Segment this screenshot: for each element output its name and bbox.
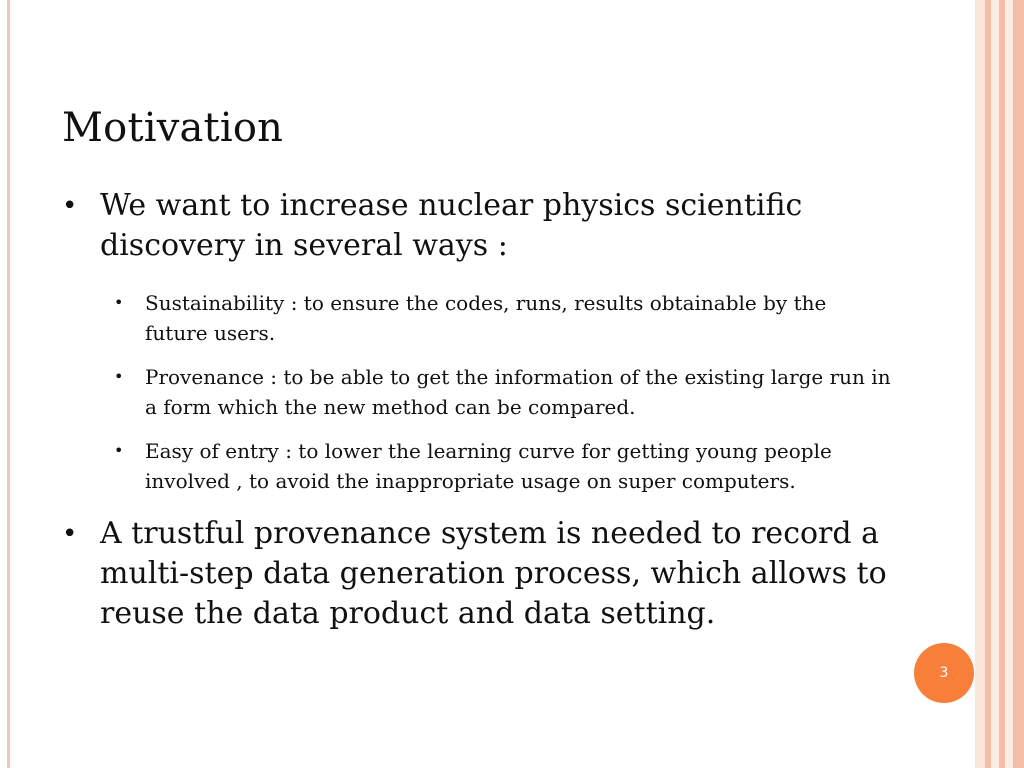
bullet-item — [62, 514, 892, 634]
bullet-text: A trustful provenance system is needed to record a multi-step data generation process, which allows to reuse the data product and data setting. — [100, 516, 887, 631]
sub-bullet-item — [62, 362, 892, 422]
right-stripe-decoration — [1013, 0, 1024, 768]
bullet-item — [62, 186, 892, 266]
slide-title: Motivation — [62, 105, 284, 151]
slide-content — [62, 186, 892, 634]
bullet-glyph: • — [114, 293, 124, 312]
bullet-glyph: • — [62, 191, 78, 221]
page-number-badge: 3 — [914, 643, 974, 703]
sub-bullet-item — [62, 288, 892, 348]
right-stripe-decoration — [991, 0, 999, 768]
right-stripe-decoration — [975, 0, 985, 768]
sub-bullet-text: Sustainability : to ensure the codes, runs, results obtainable by the future users. — [145, 291, 827, 345]
sub-bullet-item — [62, 436, 892, 496]
bullet-glyph: • — [114, 441, 124, 460]
right-stripe-decoration — [1005, 0, 1013, 768]
sub-bullet-text: Provenance : to be able to get the information of the existing large run in a form which the new method can be compared. — [145, 365, 891, 419]
left-border-decoration — [7, 0, 10, 768]
bullet-text: We want to increase nuclear physics scientific discovery in several ways : — [100, 188, 803, 263]
bullet-glyph: • — [114, 367, 124, 386]
sub-bullet-text: Easy of entry : to lower the learning curve for getting young people involved , to avoid the inappropriate usage on super computers. — [145, 439, 832, 493]
sub-bullet-list — [62, 288, 892, 496]
bullet-glyph: • — [62, 519, 78, 549]
